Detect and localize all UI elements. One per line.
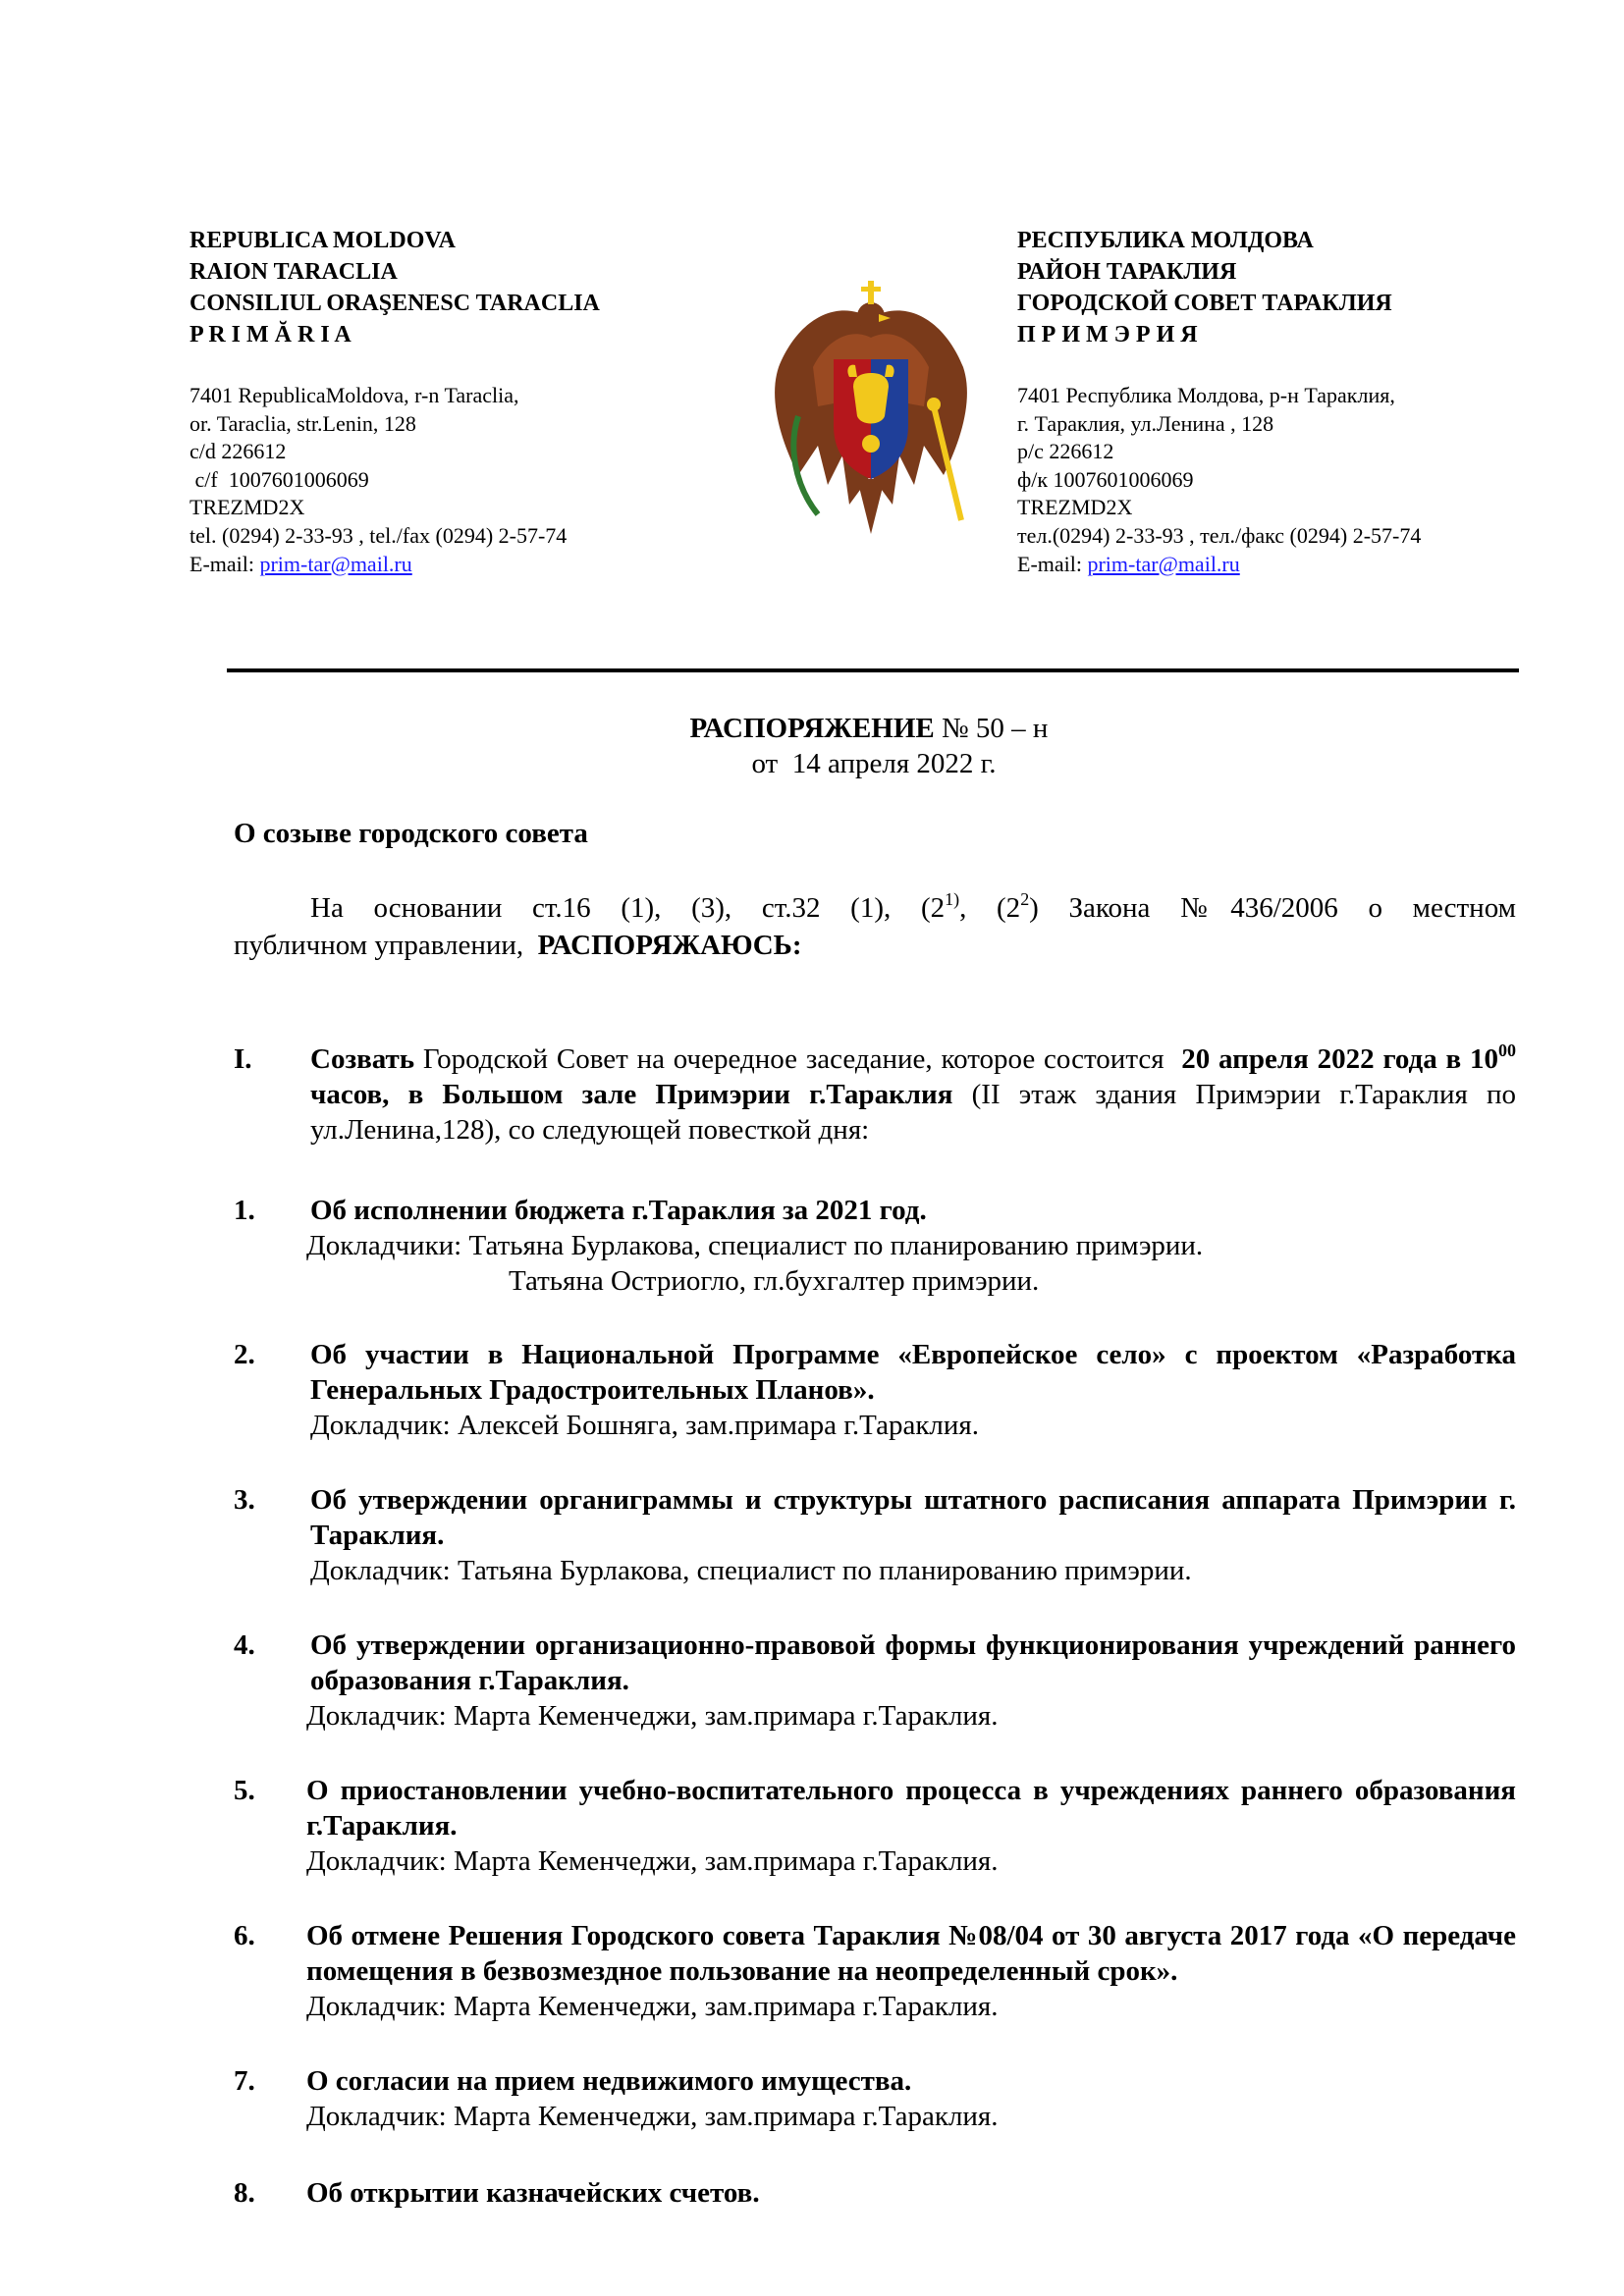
item-title: Об исполнении бюджета г.Тараклия за 2021 год. (310, 1195, 927, 1226)
address-right-line: TREZMD2X (1017, 495, 1133, 520)
item-reporter: Докладчик: Марта Кеменчеджи, зам.примара г.Тараклия. (306, 2101, 999, 2132)
header-right-line: П Р И М Э Р И Я (1017, 322, 1198, 347)
section-i-bold: 20 апреля 2022 года в 10 (1181, 1043, 1499, 1075)
item-body (310, 1482, 1516, 1588)
item-title: О приостановлении учебно-воспитательного процесса в учреждениях раннего образования г.Тараклия. (306, 1775, 1516, 1842)
preamble-line-1 (234, 889, 1516, 927)
item-reporter: Докладчик: Марта Кеменчеджи, зам.примара г.Тараклия. (306, 1845, 999, 1877)
address-left-line: or. Taraclia, str.Lenin, 128 (189, 410, 416, 436)
item-reporter: Докладчик: Татьяна Бурлакова, специалист по планированию примэрии. (310, 1555, 1192, 1586)
header-right-line: РАЙОН ТАРАКЛИЯ (1017, 259, 1237, 285)
email-link-left[interactable]: prim-tar@mail.ru (259, 551, 412, 576)
item-reporter: Татьяна Остриогло, гл.бухгалтер примэрии. (509, 1265, 1040, 1297)
item-title: Об участии в Национальной Программе «Европейское село» с проектом «Разработка Генеральных Градостроительных Планов». (310, 1339, 1516, 1406)
address-left (189, 382, 567, 578)
item-number: 7. (234, 2065, 255, 2097)
item-title: Об утверждении органиграммы и структуры штатного расписания аппарата Примэрии г. Тараклия. (310, 1484, 1516, 1551)
section-i-text-part: (II этаж здания Примэрии г.Тараклия по ул.Ленина,128), со следующей повесткой дня: (310, 1079, 1517, 1146)
document-subject: О созыве городского совета (234, 818, 588, 849)
document-number: № 50 – н (934, 713, 1049, 744)
item-number: 4. (234, 1629, 255, 1661)
section-i-bold: Созвать (310, 1043, 415, 1075)
item-body (306, 2063, 1516, 2134)
address-left-line: TREZMD2X (189, 495, 305, 520)
address-right-line: тел.(0294) 2-33-93 , тел./факс (0294) 2-57-74 (1017, 522, 1422, 548)
section-number: I. (234, 1043, 252, 1075)
header-left-line: P R I M Ă R I A (189, 322, 352, 347)
section-i-body (310, 1041, 1516, 1148)
document-title (0, 710, 1624, 747)
header-right-line: ГОРОДСКОЙ СОВЕТ ТАРАКЛИЯ (1017, 291, 1392, 316)
preamble-decree: РАСПОРЯЖАЮСЬ: (537, 930, 802, 961)
item-reporter: Докладчик: Алексей Бошняга, зам.примара г.Тараклия. (310, 1410, 979, 1441)
preamble-text: На основании ст.16 (1), (3), ст.32 (1), (2 (310, 892, 946, 924)
item-body (310, 1337, 1516, 1443)
header-left-line: REPUBLICA MOLDOVA (189, 228, 456, 253)
section-i (234, 1041, 1516, 1151)
item-title: Об открытии казначейских счетов. (306, 2177, 760, 2209)
header-right (1017, 225, 1392, 350)
address-right-line: г. Тараклия, ул.Ленина , 128 (1017, 410, 1274, 436)
email-link-right[interactable]: prim-tar@mail.ru (1087, 551, 1240, 576)
item-body (306, 1773, 1516, 1879)
moldova-coat-of-arms-icon (759, 279, 983, 554)
address-right-line: ф/к 1007601006069 (1017, 466, 1194, 492)
email-right (1017, 551, 1421, 579)
email-label: E-mail: (189, 551, 260, 576)
item-reporter: Докладчик: Марта Кеменчеджи, зам.примара г.Тараклия. (306, 1991, 999, 2022)
item-number: 6. (234, 1920, 255, 1951)
preamble-text: публичном управлении, (234, 930, 538, 961)
preamble-line-2 (234, 927, 1516, 964)
section-i-bold: часов, в Большом зале Примэрии г.Тараклия (310, 1079, 953, 1110)
preamble-text: ) Закона №436/2006 о местном (1029, 892, 1516, 924)
item-body (306, 2175, 1516, 2211)
header-left-line: CONSILIUL ORAŞENESC TARACLIA (189, 291, 600, 316)
address-right (1017, 382, 1421, 578)
item-title: Об отмене Решения Городского совета Тараклия №08/04 от 30 августа 2017 года «О передаче помещения в безвозмездное пользование на неопределенный срок». (306, 1920, 1516, 1987)
item-reporter: Докладчики: Татьяна Бурлакова, специалист по планированию примэрии. (306, 1230, 1204, 1261)
item-reporter: Докладчик: Марта Кеменчеджи, зам.примара г.Тараклия. (306, 1700, 999, 1732)
superscript: 00 (1498, 1040, 1516, 1060)
section-i-text-part: Городской Совет на очередное заседание, которое состоится (414, 1043, 1182, 1075)
preamble-text: , (2 (959, 892, 1021, 924)
header-right-line: РЕСПУБЛИКА МОЛДОВА (1017, 228, 1314, 253)
email-left (189, 551, 567, 579)
item-body (306, 1918, 1516, 2024)
item-body (306, 1193, 1516, 1299)
item-number: 5. (234, 1775, 255, 1806)
address-left-line: tel. (0294) 2-33-93 , tel./fax (0294) 2-57-74 (189, 522, 568, 548)
section-i-text (310, 1041, 1516, 1148)
email-label: E-mail: (1017, 551, 1088, 576)
superscript: 1) (945, 888, 960, 909)
address-right-line: 7401 Республика Молдова, р-н Тараклия, (1017, 383, 1395, 407)
document-title-bold: РАСПОРЯЖЕНИЕ (689, 713, 935, 744)
header-left (189, 225, 600, 350)
address-left-line: c/f 1007601006069 (189, 466, 369, 492)
header-left-line: RAION TARACLIA (189, 259, 398, 285)
address-left-line: 7401 RepublicaMoldova, r-n Taraclia, (189, 383, 519, 407)
item-number: 1. (234, 1195, 255, 1226)
item-number: 8. (234, 2177, 255, 2209)
address-right-line: р/с 226612 (1017, 439, 1114, 464)
address-left-line: c/d 226612 (189, 439, 287, 464)
item-number: 2. (234, 1339, 255, 1370)
superscript: 2 (1020, 888, 1030, 909)
header-divider (227, 668, 1519, 672)
item-body (306, 1628, 1516, 1734)
document-date: от 14 апреля 2022 г. (751, 748, 997, 779)
item-title: О согласии на прием недвижимого имущества. (306, 2065, 912, 2097)
item-number: 3. (234, 1484, 255, 1516)
preamble (234, 889, 1516, 964)
item-title: Об утверждении организационно-правовой формы функционирования учреждений раннего образования г.Тараклия. (310, 1629, 1516, 1696)
